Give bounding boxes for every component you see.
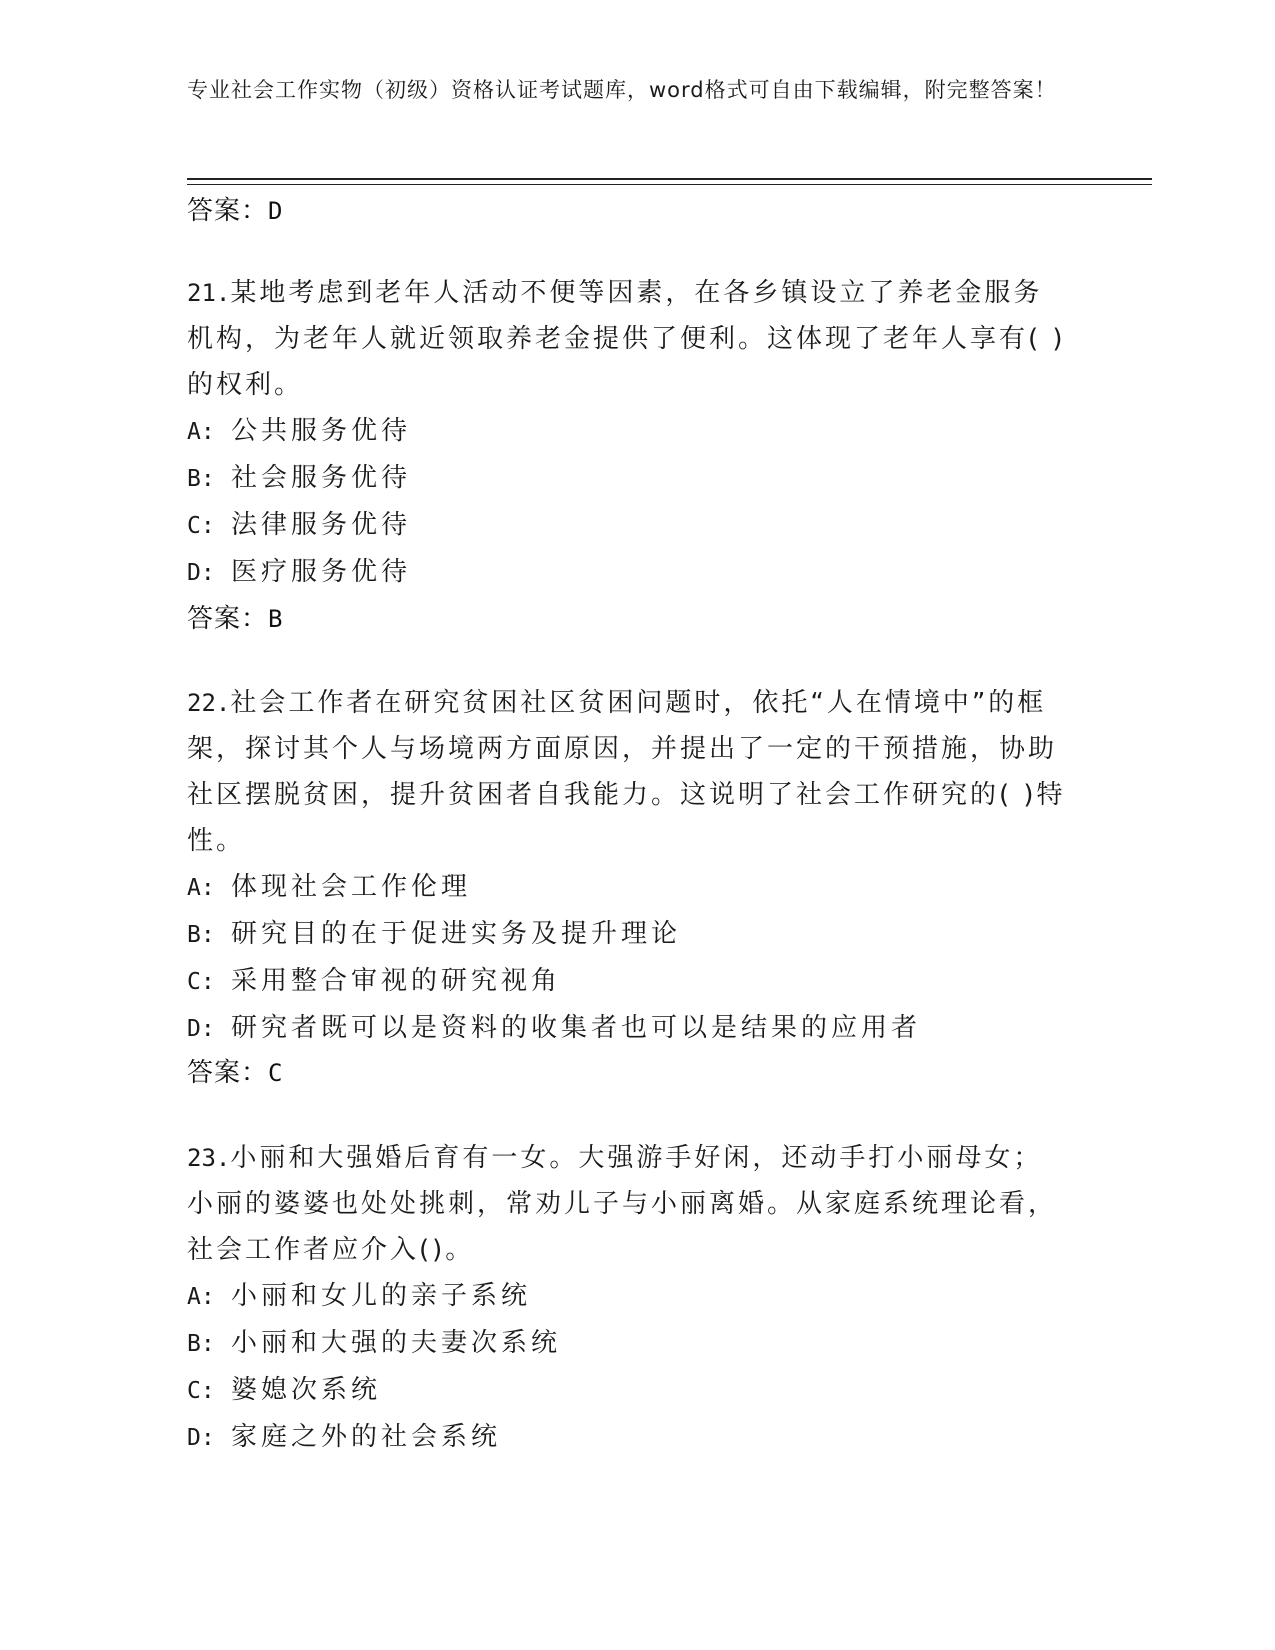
option-text: 医疗服务优待 <box>231 557 412 587</box>
option-text: 体现社会工作伦理 <box>231 872 472 902</box>
option-letter: D: <box>187 1425 215 1451</box>
option-letter: B: <box>187 922 215 948</box>
option-c <box>187 958 1067 1005</box>
option-letter: C: <box>187 1378 215 1404</box>
question-body: 某地考虑到老年人活动不便等因素，在各乡镇设立了养老金服务机构，为老年人就近领取养老金提供了便利。这体现了老年人享有( )的权利。 <box>187 278 1066 400</box>
option-d <box>187 1414 1067 1461</box>
option-text: 研究目的在于促进实务及提升理论 <box>231 919 682 949</box>
option-b <box>187 1320 1067 1367</box>
answer-value: D <box>268 197 284 225</box>
question-22 <box>187 680 1067 1052</box>
option-c <box>187 1367 1067 1414</box>
option-letter: D: <box>187 1016 215 1042</box>
question-number: 23. <box>187 1144 231 1172</box>
option-d <box>187 1005 1067 1052</box>
question-number: 21. <box>187 279 231 307</box>
question-body: 小丽和大强婚后育有一女。大强游手好闲，还动手打小丽母女；小丽的婆婆也处处挑刺，常劝儿子与小丽离婚。从家庭系统理论看，社会工作者应介入()。 <box>187 1143 1058 1265</box>
option-text: 小丽和女儿的亲子系统 <box>231 1281 532 1311</box>
question-23 <box>187 1135 1067 1461</box>
option-letter: A: <box>187 875 215 901</box>
question-text <box>187 270 1067 408</box>
option-d <box>187 549 1067 596</box>
previous-answer <box>187 190 283 227</box>
answer-value: B <box>268 605 284 633</box>
option-letter: A: <box>187 1284 215 1310</box>
option-text: 小丽和大强的夫妻次系统 <box>231 1328 562 1358</box>
header-rule-thin <box>187 184 1152 185</box>
option-a <box>187 1273 1067 1320</box>
option-letter: A: <box>187 419 215 445</box>
option-text: 公共服务优待 <box>231 416 412 446</box>
option-letter: C: <box>187 969 215 995</box>
option-text: 采用整合审视的研究视角 <box>231 966 562 996</box>
option-b <box>187 911 1067 958</box>
header-rule-thick <box>187 178 1152 180</box>
option-text: 婆媳次系统 <box>231 1375 382 1405</box>
question-number: 22. <box>187 689 231 717</box>
document-header: 专业社会工作实物（初级）资格认证考试题库，word格式可自由下载编辑，附完整答案！ <box>187 78 1057 102</box>
question-body: 社会工作者在研究贫困社区贫困问题时，依托“人在情境中”的框架，探讨其个人与场境两方面原因，并提出了一定的干预措施，协助社区摆脱贫困，提升贫困者自我能力。这说明了社会工作研究的( )特性。 <box>187 688 1066 856</box>
answer-22 <box>187 1052 283 1089</box>
option-b <box>187 455 1067 502</box>
answer-21 <box>187 598 283 635</box>
option-text: 法律服务优待 <box>231 510 412 540</box>
question-text <box>187 680 1067 864</box>
option-letter: B: <box>187 466 215 492</box>
option-letter: D: <box>187 560 215 586</box>
option-a <box>187 408 1067 455</box>
option-a <box>187 864 1067 911</box>
option-letter: C: <box>187 513 215 539</box>
answer-label: 答案： <box>187 1058 269 1088</box>
answer-label: 答案： <box>187 604 269 634</box>
option-letter: B: <box>187 1331 215 1357</box>
option-text: 社会服务优待 <box>231 463 412 493</box>
option-c <box>187 502 1067 549</box>
question-21 <box>187 270 1067 596</box>
answer-label: 答案： <box>187 196 269 226</box>
question-text <box>187 1135 1067 1273</box>
answer-value: C <box>268 1059 284 1087</box>
option-text: 研究者既可以是资料的收集者也可以是结果的应用者 <box>231 1013 922 1043</box>
option-text: 家庭之外的社会系统 <box>231 1422 502 1452</box>
